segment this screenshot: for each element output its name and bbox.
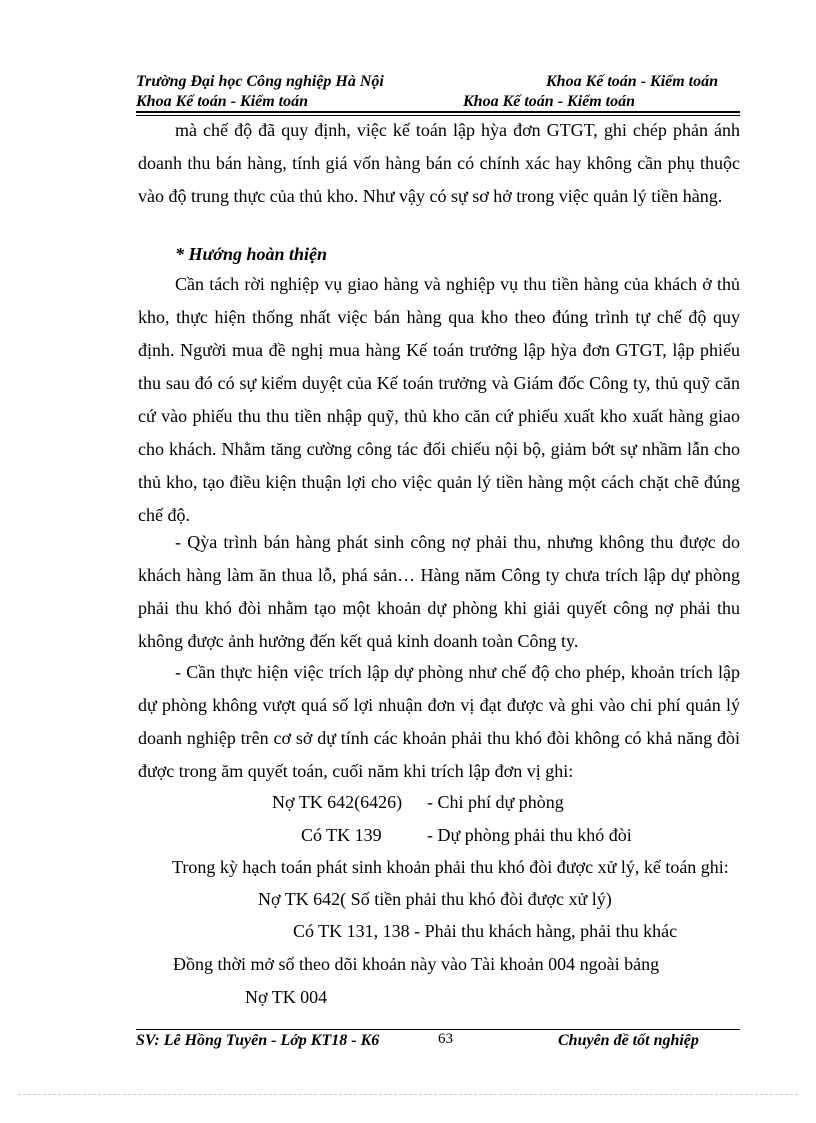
entry1-debit-desc: - Chi phí dự phòng xyxy=(427,792,564,812)
header-faculty-center: Khoa Kế toán - Kiểm toán xyxy=(463,93,636,110)
section-heading: * Hướng hoàn thiện xyxy=(175,244,327,264)
page-bottom-divider xyxy=(18,1094,798,1095)
entry1-credit-desc: - Dự phòng phải thu khó đòi xyxy=(427,825,632,845)
header-school: Trường Đại học Công nghiệp Hà Nội xyxy=(136,73,384,90)
header-rule-top xyxy=(136,111,740,113)
header-faculty-right: Khoa Kế toán - Kiểm toán xyxy=(546,73,719,90)
entry1-debit: Nợ TK 642(6426) xyxy=(272,792,403,812)
entry2-debit: Nợ TK 642( Số tiền phải thu khó đòi được xử lý) xyxy=(258,889,612,909)
paragraph-4: - Cần thực hiện việc trích lập dự phòng như chế độ cho phép, khoản trích lập dự phòng không vượt quá số lợi nhuận đơn vị đạt được và ghi vào chi phí quản lý doanh nghiệp trên cơ sở dự tính các khoản phải thu khó đòi không có khả năng đòi được trong ăm quyết toán, cuối năm khi trích lập đơn vị ghi: xyxy=(138,662,740,781)
paragraph-1: mà chế độ đã quy định, việc kế toán lập hỳa đơn GTGT, ghi chép phản ánh doanh thu bán hàng, tính giá vốn hàng bán có chính xác hay không cần phụ thuộc vào độ trung thực của thủ kho. Như vậy có sự sơ hở trong việc quản lý tiền hàng. xyxy=(138,120,740,206)
paragraph-5: Trong kỳ hạch toán phát sinh khoản phải thu khó đòi được xử lý, kế toán ghi: xyxy=(172,857,729,877)
paragraph-3: - Qỳa trình bán hàng phát sinh công nợ phải thu, nhưng không thu được do khách hàng làm ăn thua lỗ, phá sản… Hàng năm Công ty chưa trích lập dự phòng phải thu khó đòi nhằm tạo một khoản dự phòng khi giải quyết công nợ phải thu không được ảnh hưởng đến kết quả kinh doanh toàn Công ty. xyxy=(138,532,740,651)
entry3-debit: Nợ TK 004 xyxy=(245,987,328,1007)
entry1-credit: Có TK 139 xyxy=(301,825,382,845)
paragraph-6: Đồng thời mở sổ theo dõi khoản này vào Tài khoản 004 ngoài bảng xyxy=(173,954,660,974)
page-number: 63 xyxy=(438,1031,453,1047)
header-faculty-left: Khoa Kế toán - Kiểm toán xyxy=(136,93,309,110)
footer-student: SV: Lê Hồng Tuyên - Lớp KT18 - K6 xyxy=(136,1032,380,1049)
footer-thesis: Chuyên đề tốt nghiệp xyxy=(558,1032,699,1049)
paragraph-2: Cần tách rời nghiệp vụ giao hàng và nghiệp vụ thu tiền hàng của khách ở thủ kho, thực hiện thống nhất việc bán hàng qua kho theo đúng trình tự chế độ quy định. Người mua đề nghị mua hàng Kế toán trưởng lập hỳa đơn GTGT, lập phiếu thu sau đó có sự kiểm duyệt của Kế toán trưởng và Giám đốc Công ty, thủ quỹ căn cứ vào phiếu thu thu tiền nhập quỹ, thủ kho căn cứ phiếu xuất kho xuất hàng giao cho khách. Nhằm tăng cường công tác đối chiếu nội bộ, giảm bớt sự nhầm lẫn cho thủ kho, tạo điều kiện thuận lợi cho việc quản lý tiền hàng một cách chặt chẽ đúng chế độ. xyxy=(138,274,740,525)
entry2-credit: Có TK 131, 138 - Phải thu khách hàng, phải thu khác xyxy=(293,921,678,941)
